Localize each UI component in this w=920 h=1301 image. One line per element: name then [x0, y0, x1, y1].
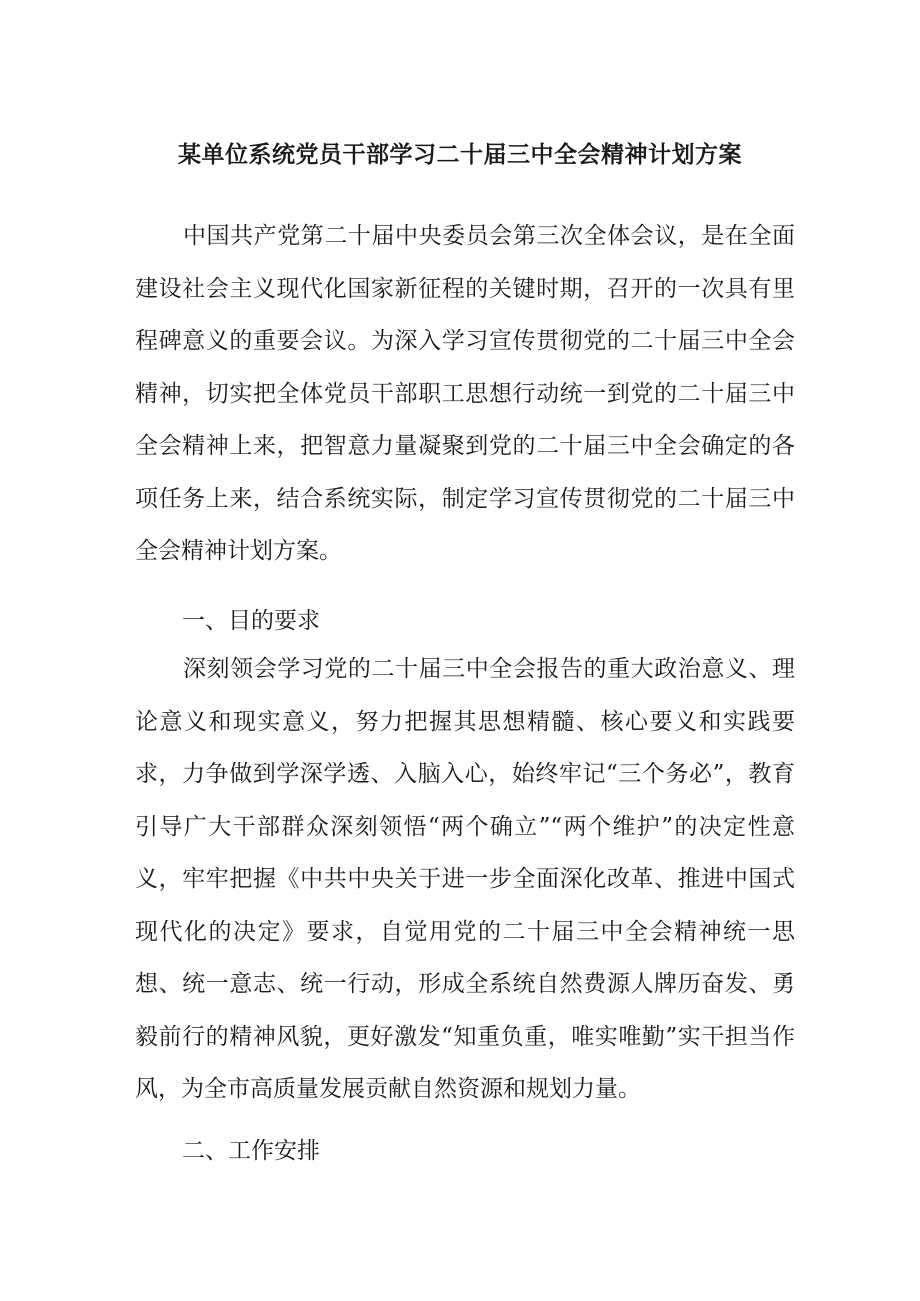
- section-heading-arrangement: 二、工作安排: [182, 1138, 320, 1164]
- intro-paragraph: 中国共产党第二十届中央委员会第三次全体会议，是在全面建设社会主义现代化国家新征程的关键时期，召开的一次具有里程碑意义的重要会议。为深入学习宣传贯彻党的二十届三中全会精神，切实把全体党员干部职工思想行动统一到党的二十届三中全会精神上来，把智意力量凝聚到党的二十届三中全会确定的各项任务上来，结合系统实际，制定学习宣传贯彻党的二十届三中全会精神计划方案。: [135, 223, 795, 564]
- document-title: 某单位系统党员干部学习二十届三中全会精神计划方案: [178, 142, 742, 169]
- section-heading-purpose: 一、目的要求: [182, 608, 320, 634]
- section-body-purpose: 深刻领会学习党的二十届三中全会报告的重大政治意义、理论意义和现实意义，努力把握其思想精髓、核心要义和实践要求，力争做到学深学透、入脑入心，始终牢记“三个务必”，教育引导广大干部群众深刻领悟“两个确立”“两个维护”的决定性意义，牢牢把握《中共中央关于进一步全面深化改革、推进中国式现代化的决定》要求，自觉用党的二十届三中全会精神统一思想、统一意志、统一行动，形成全系统自然费源人牌历奋发、勇毅前行的精神风貌，更好激发“知重负重，唯实唯勤”实干担当作风，为全市高质量发展贡献自然资源和规划力量。: [135, 656, 795, 1102]
